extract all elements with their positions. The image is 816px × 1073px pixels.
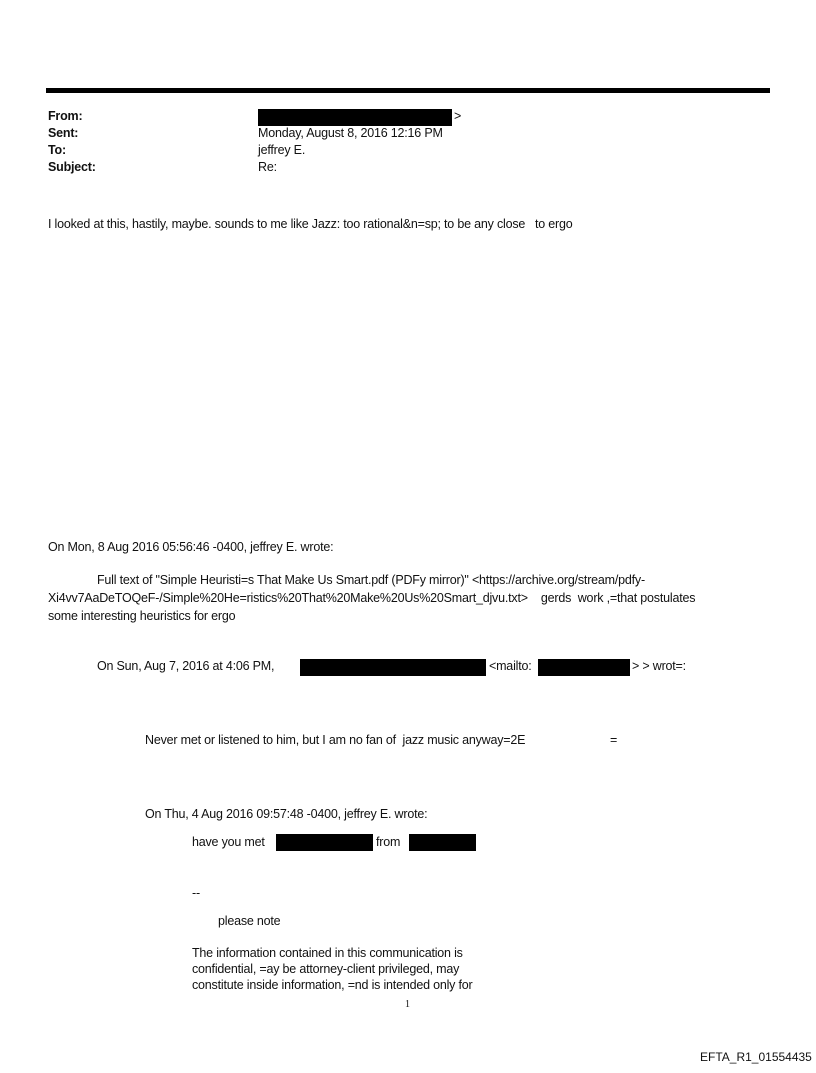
quote3-header: On Thu, 4 Aug 2016 09:57:48 -0400, jeffrey E. wrote: bbox=[145, 807, 428, 821]
please-note: please note bbox=[218, 914, 281, 928]
subject-value: Re: bbox=[258, 160, 277, 174]
redaction-org bbox=[409, 834, 476, 851]
to-value: jeffrey E. bbox=[258, 143, 306, 157]
sent-value: Monday, August 8, 2016 12:16 PM bbox=[258, 126, 443, 140]
redaction-email bbox=[538, 659, 630, 676]
from-label: From: bbox=[48, 109, 83, 123]
quote1-header: On Mon, 8 Aug 2016 05:56:46 -0400, jeffrey E. wrote: bbox=[48, 540, 334, 554]
sent-label: Sent: bbox=[48, 126, 79, 140]
quote1-line: Xi4vv7AaDeTOQeF-/Simple%20He=ristics%20That%20Make%20Us%20Smart_djvu.txt> gerds work ,=that postulates bbox=[48, 591, 696, 605]
redaction-person bbox=[276, 834, 373, 851]
quote2-text: Never met or listened to him, but I am no fan of jazz music anyway=2E bbox=[145, 733, 526, 747]
quote2-mailto: <mailto: bbox=[489, 659, 532, 673]
redaction-name bbox=[300, 659, 486, 676]
from-suffix: > bbox=[454, 109, 462, 123]
quote3-text-mid: from bbox=[376, 835, 401, 849]
quote3-text-prefix: have you met bbox=[192, 835, 265, 849]
quote2-header-prefix: On Sun, Aug 7, 2016 at 4:06 PM, bbox=[97, 659, 275, 673]
quote2-eq: = bbox=[610, 733, 618, 747]
disclaimer-line: The information contained in this communication is bbox=[192, 946, 463, 960]
redaction-from bbox=[258, 109, 452, 126]
quote1-line: Full text of "Simple Heuristi=s That Make Us Smart.pdf (PDFy mirror)" <https://archive.org/stream/pdfy- bbox=[97, 573, 645, 587]
signature-separator: -- bbox=[192, 886, 200, 900]
header-rule bbox=[46, 88, 770, 93]
subject-label: Subject: bbox=[48, 160, 96, 174]
quote1-line: some interesting heuristics for ergo bbox=[48, 609, 236, 623]
disclaimer-line: confidential, =ay be attorney-client privileged, may bbox=[192, 962, 460, 976]
quote2-header-suffix: > > wrot=: bbox=[632, 659, 686, 673]
bates-number: EFTA_R1_01554435 bbox=[700, 1050, 812, 1064]
disclaimer-line: constitute inside information, =nd is intended only for bbox=[192, 978, 473, 992]
reply-text: I looked at this, hastily, maybe. sounds to me like Jazz: too rational&n=sp; to be any close to ergo bbox=[48, 217, 573, 231]
to-label: To: bbox=[48, 143, 66, 157]
page-number: 1 bbox=[405, 999, 410, 1010]
